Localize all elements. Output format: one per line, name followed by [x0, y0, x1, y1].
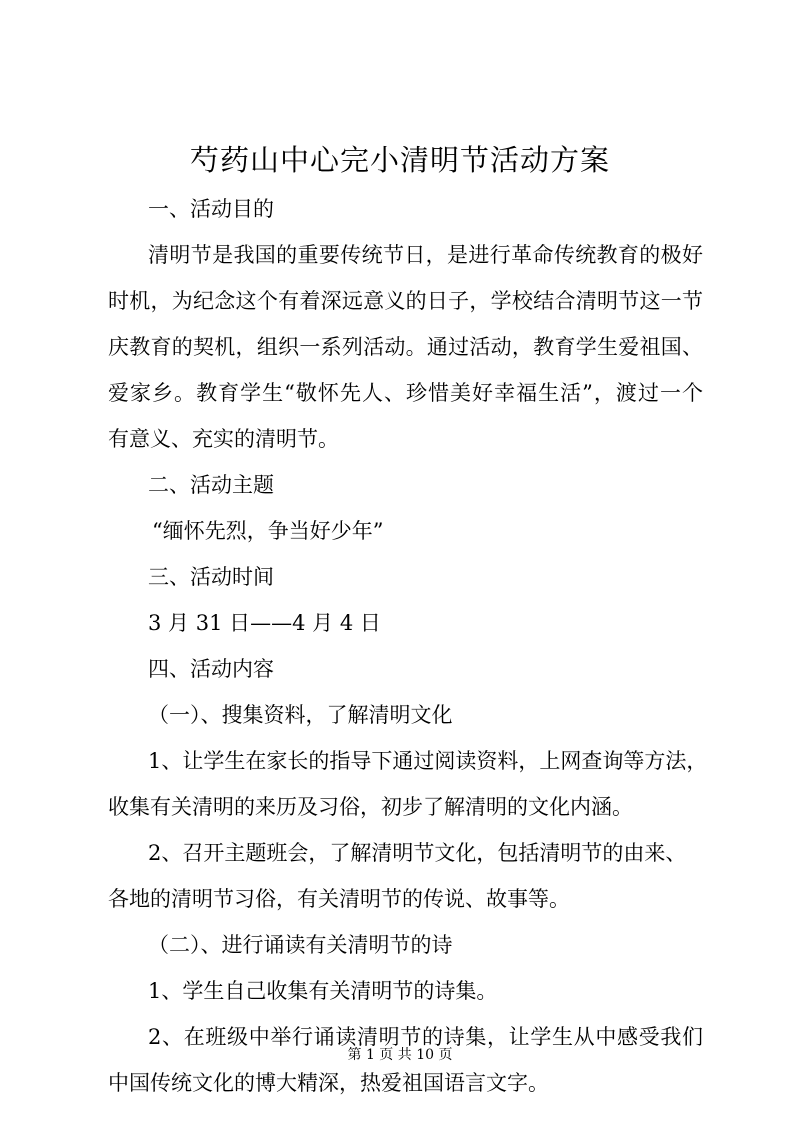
paragraph-line: 中国传统文化的博大精深，热爱祖国语言文字。 — [108, 1071, 549, 1095]
section-heading-theme: 二、活动主题 — [148, 473, 274, 497]
paragraph-line: 收集有关清明的来历及习俗，初步了解清明的文化内涵。 — [108, 795, 633, 819]
section-heading-purpose: 一、活动目的 — [148, 197, 274, 221]
paragraph-line: 各地的清明节习俗，有关清明节的传说、故事等。 — [108, 887, 570, 911]
page-number: 第 1 页 共 10 页 — [347, 1047, 453, 1063]
paragraph-line: 2、在班级中举行诵读清明节的诗集，让学生从中感受我们 — [148, 1025, 703, 1049]
paragraph-line: 爱家乡。教育学生“敬怀先人、珍惜美好幸福生活”，渡过一个 — [108, 381, 703, 405]
paragraph-line: 2、召开主题班会，了解清明节文化，包括清明节的由来、 — [148, 841, 687, 865]
section-heading-time: 三、活动时间 — [148, 565, 274, 589]
paragraph-line: 1、学生自己收集有关清明节的诗集。 — [148, 979, 498, 1003]
activity-theme: “缅怀先烈，争当好少年” — [152, 519, 384, 543]
paragraph-line: 有意义、充实的清明节。 — [108, 427, 339, 451]
paragraph-line: 庆教育的契机，组织一系列活动。通过活动，教育学生爱祖国、 — [108, 335, 703, 359]
activity-time: 3 月 31 日——4 月 4 日 — [148, 611, 381, 635]
paragraph-line: 时机，为纪念这个有着深远意义的日子，学校结合清明节这一节 — [108, 289, 703, 313]
page-title: 芍药山中心完小清明节活动方案 — [189, 143, 610, 177]
paragraph-line: 清明节是我国的重要传统节日，是进行革命传统教育的极好 — [148, 243, 703, 267]
subsection-heading-recite: （二）、进行诵读有关清明节的诗 — [148, 933, 453, 957]
document-body — [108, 186, 708, 1106]
subsection-heading-collect: （一）、搜集资料，了解清明文化 — [148, 703, 453, 727]
section-heading-content: 四、活动内容 — [148, 657, 274, 681]
paragraph-line: 1、让学生在家长的指导下通过阅读资料，上网查询等方法， — [148, 749, 708, 773]
